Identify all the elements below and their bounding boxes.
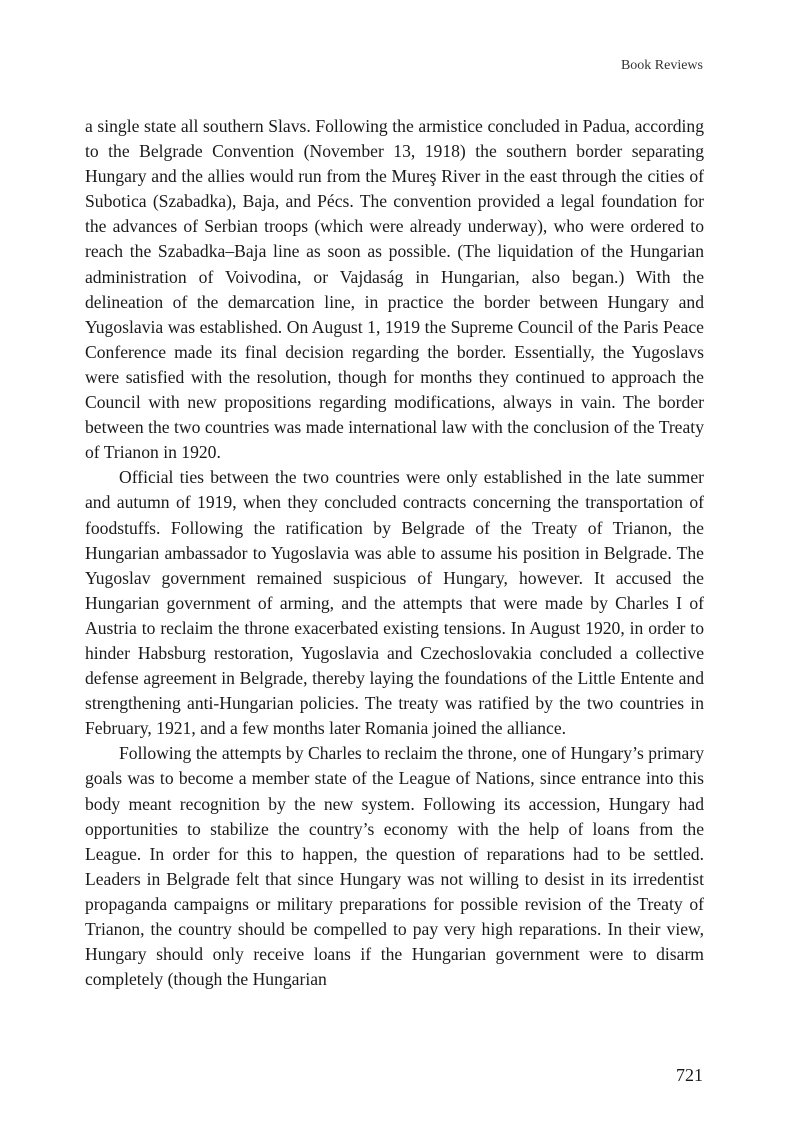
page-number: 721 xyxy=(676,1065,703,1085)
paragraph: Following the attempts by Charles to reclaim the throne, one of Hungary’s primary goals was to become a member state of the League of Nations, since entrance into this body meant recognition by the new system. Following its accession, Hungary had opportunities to stabilize the country’s economy with the help of loans from the League. In order for this to happen, the question of reparations had to be settled. Leaders in Belgrade felt that since Hungary was not willing to desist in its irredentist propaganda campaigns or military preparations for possible revision of the Treaty of Trianon, the country should be compelled to pay very high reparations. In their view, Hungary should only receive loans if the Hungarian government were to disarm completely (though the Hungarian xyxy=(85,743,704,990)
body-text xyxy=(85,114,704,992)
paragraph: a single state all southern Slavs. Following the armistice concluded in Padua, according to the Belgrade Convention (November 13, 1918) the southern border separating Hungary and the allies would run from the Mureş River in the east through the cities of Subotica (Szabadka), Baja, and Pécs. The convention provided a legal foundation for the advances of Serbian troops (which were already underway), who were ordered to reach the Szabadka–Baja line as soon as possible. (The liquidation of the Hungarian administration of Voivodina, or Vajdaság in Hungarian, also began.) With the delineation of the demarcation line, in practice the border between Hungary and Yugoslavia was established. On August 1, 1919 the Supreme Council of the Paris Peace Conference made its final decision regarding the border. Essentially, the Yugoslavs were satisfied with the resolution, though for months they continued to approach the Council with new propositions regarding modifications, always in vain. The border between the two countries was made international law with the conclusion of the Treaty of Trianon in 1920. xyxy=(85,116,704,463)
paragraph: Official ties between the two countries were only established in the late summer and autumn of 1919, when they concluded contracts concerning the transportation of foodstuffs. Following the ratification by Belgrade of the Treaty of Trianon, the Hungarian ambassador to Yugoslavia was able to assume his position in Belgrade. The Yugoslav government remained suspicious of Hungary, however. It accused the Hungarian government of arming, and the attempts that were made by Charles I of Austria to reclaim the throne exacerbated existing tensions. In August 1920, in order to hinder Habsburg restoration, Yugoslavia and Czechoslovakia concluded a collective defense agreement in Belgrade, thereby laying the foundations of the Little Entente and strengthening anti-Hungarian policies. The treaty was ratified by the two countries in February, 1921, and a few months later Romania joined the alliance. xyxy=(85,467,704,739)
running-header: Book Reviews xyxy=(620,58,703,73)
